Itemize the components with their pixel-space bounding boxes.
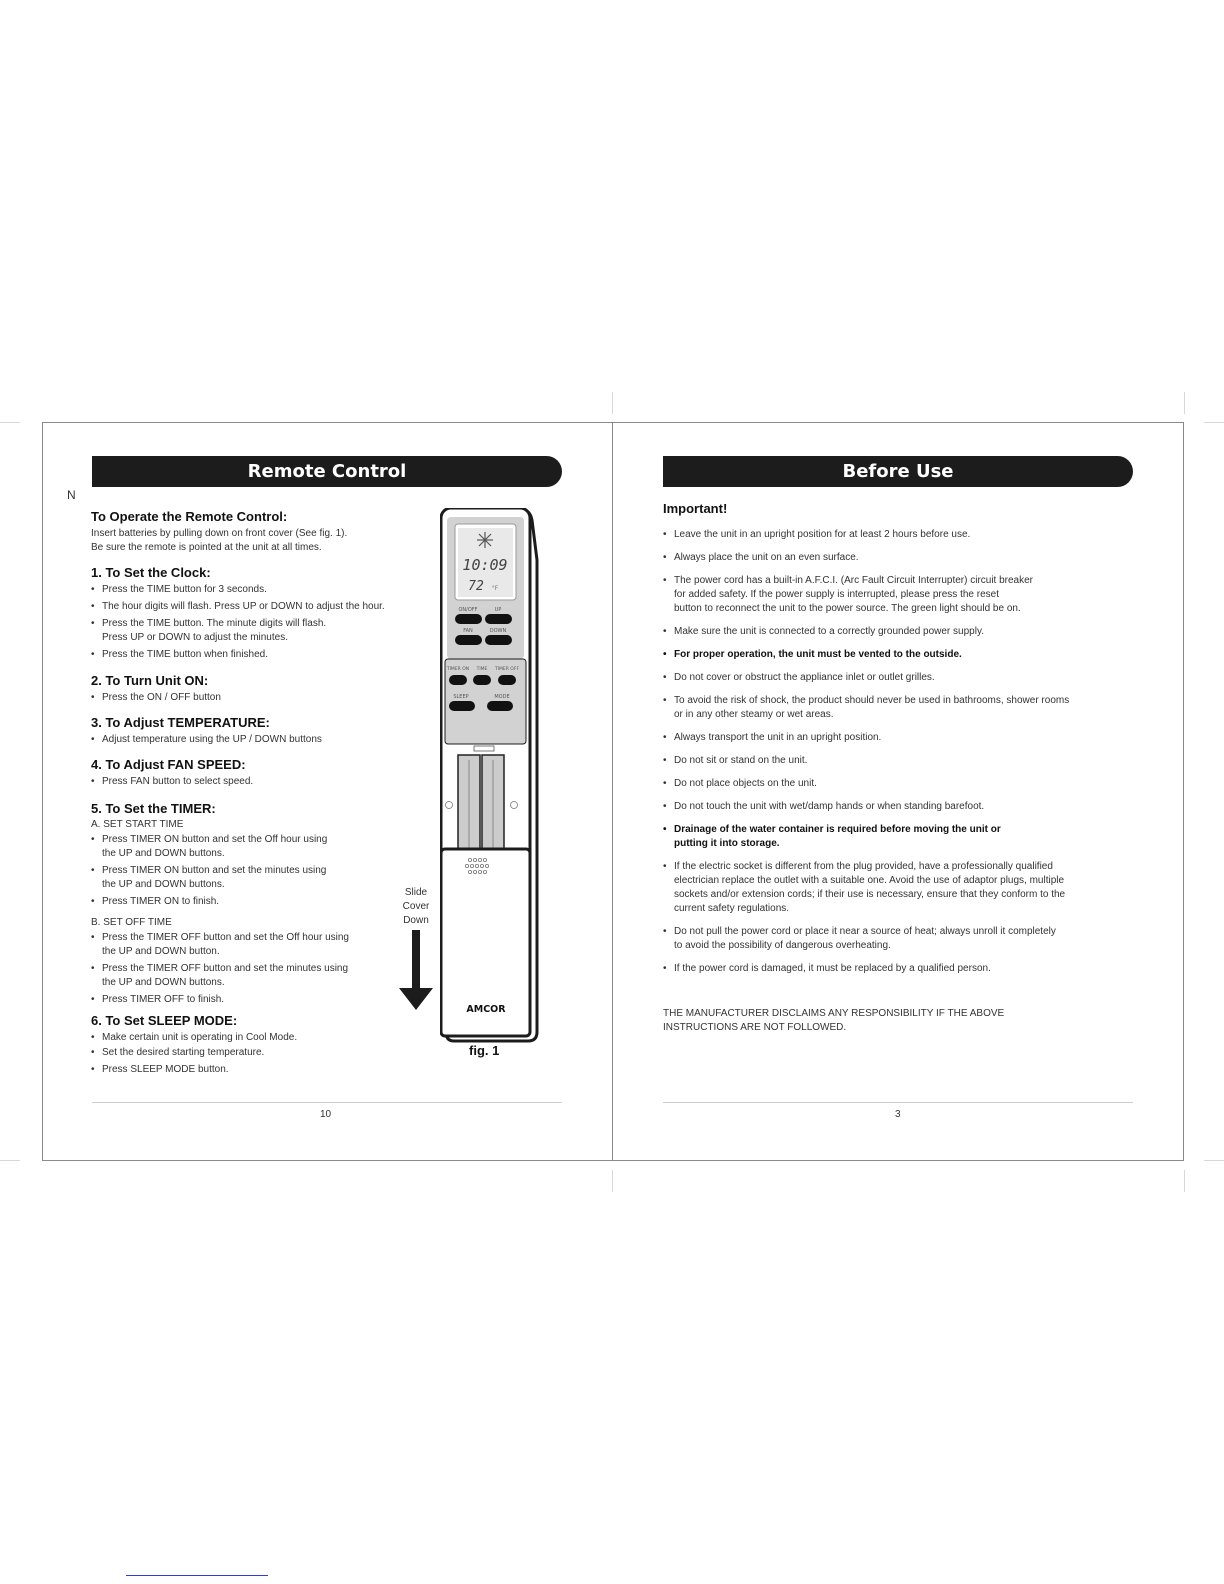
- before-use-list: [663, 528, 1113, 985]
- list-item: [91, 833, 381, 861]
- remote-fan-button: [455, 635, 482, 645]
- list-item-line: electrician replace the outlet with a suitable one. Avoid the use of adaptor plugs, multiple: [674, 875, 1065, 886]
- slide-cover-line: Cover: [402, 901, 430, 912]
- list-item: • Press the TIME button when finished.: [91, 648, 431, 662]
- list-item-line: Make sure the unit is connected to a correctly grounded power supply.: [674, 626, 984, 637]
- list-item: [663, 528, 1113, 542]
- remote-up-button: [485, 614, 512, 624]
- temperature-title: 3. To Adjust TEMPERATURE:: [91, 715, 270, 730]
- list-item: • The hour digits will flash. Press UP or DOWN to adjust the hour.: [91, 600, 431, 614]
- list-item: [663, 694, 1113, 722]
- list-item-line: Do not sit or stand on the unit.: [674, 755, 808, 766]
- remote-timer-off-button: [498, 675, 516, 685]
- crop-mark: [1204, 422, 1224, 423]
- list-item-line: If the electric socket is different from the plug provided, have a professionally qualified: [674, 861, 1053, 872]
- remote-label-up: UP: [494, 607, 502, 613]
- margin-letter: N: [67, 488, 76, 502]
- list-item-line: Press TIMER ON button and set the Off hour using: [102, 834, 328, 845]
- slide-cover-line: Down: [403, 915, 429, 926]
- crop-mark: [1184, 1170, 1185, 1192]
- page-number-right: 3: [895, 1109, 901, 1120]
- list-item-line: Drainage of the water container is required before moving the unit or: [674, 824, 1001, 835]
- figure-caption: fig. 1: [469, 1043, 500, 1058]
- bottom-link-underline: [126, 1575, 268, 1576]
- list-item-line: Do not cover or obstruct the appliance inlet or outlet grilles.: [674, 672, 935, 683]
- list-item: [663, 754, 1113, 768]
- list-item-line: the UP and DOWN buttons.: [102, 879, 225, 890]
- footer-rule: [663, 1102, 1133, 1103]
- disclaimer: [663, 1007, 1063, 1035]
- fan-speed-list: [91, 775, 391, 789]
- list-item: [663, 860, 1113, 916]
- list-item: • Press FAN button to select speed.: [91, 775, 391, 789]
- list-item: • Press SLEEP MODE button.: [91, 1063, 391, 1077]
- remote-label-down: DOWN: [489, 628, 507, 634]
- list-item-line: sockets and/or extension cords; if their use is necessary, ensure that they conform to the: [674, 889, 1066, 900]
- operate-line-1: Insert batteries by pulling down on front cover (See fig. 1).: [91, 528, 348, 539]
- list-item: [663, 925, 1113, 953]
- list-item: [663, 823, 1113, 851]
- list-item-line: Press TIMER ON button and set the minutes using: [102, 865, 327, 876]
- list-item-line: the UP and DOWN button.: [102, 946, 220, 957]
- list-item: [663, 551, 1113, 565]
- sleep-mode-title: 6. To Set SLEEP MODE:: [91, 1013, 238, 1028]
- disclaimer-line: THE MANUFACTURER DISCLAIMS ANY RESPONSIBILITY IF THE ABOVE: [663, 1008, 1005, 1019]
- list-item-line: Do not pull the power cord or place it near a source of heat; always unroll it completely: [674, 926, 1056, 937]
- operate-title: To Operate the Remote Control:: [91, 509, 288, 524]
- timer-start-label: A. SET START TIME: [91, 819, 184, 830]
- sleep-mode-list: [91, 1031, 391, 1077]
- timer-title: 5. To Set the TIMER:: [91, 801, 216, 816]
- list-item: • Adjust temperature using the UP / DOWN buttons: [91, 733, 391, 747]
- list-item: [663, 574, 1113, 616]
- list-item-line: Press the TIME button. The minute digits will flash.: [102, 618, 327, 629]
- list-item-line: putting it into storage.: [674, 838, 780, 849]
- list-item: [663, 800, 1113, 814]
- list-item: • Make certain unit is operating in Cool Mode.: [91, 1031, 391, 1045]
- slide-cover-label: [396, 886, 436, 928]
- page-fold: [612, 422, 613, 1161]
- list-item-line: Press the TIMER OFF button and set the minutes using: [102, 963, 349, 974]
- turn-on-list: [91, 691, 391, 705]
- list-item-line: Always place the unit on an even surface.: [674, 552, 859, 563]
- crop-mark: [612, 1170, 613, 1192]
- remote-down-button: [485, 635, 512, 645]
- list-item: [663, 671, 1113, 685]
- page-number-left: 10: [320, 1109, 332, 1120]
- remote-label-timer-on: TIMER ON: [446, 667, 470, 672]
- list-item: • Press the TIME button for 3 seconds.: [91, 583, 431, 597]
- list-item-line: button to reconnect the unit to the power source. The green light should be on.: [674, 603, 1021, 614]
- down-arrow-icon: [399, 930, 433, 1010]
- remote-control-illustration: [440, 508, 540, 1044]
- list-item-line: Do not place objects on the unit.: [674, 778, 817, 789]
- list-item: • Set the desired starting temperature.: [91, 1046, 391, 1060]
- remote-label-time: TIME: [476, 667, 488, 672]
- remote-mode-button: [487, 701, 513, 711]
- remote-sleep-button: [449, 701, 475, 711]
- list-item: [663, 625, 1113, 639]
- list-item: [91, 931, 381, 959]
- list-item-line: Press TIMER OFF to finish.: [102, 994, 225, 1005]
- crop-mark: [612, 392, 613, 414]
- list-item-line: The power cord has a built-in A.F.C.I. (Arc Fault Circuit Interrupter) circuit breaker: [674, 575, 1034, 586]
- temperature-list: [91, 733, 391, 747]
- list-item: [91, 895, 381, 909]
- list-item-line: Do not touch the unit with wet/damp hands or when standing barefoot.: [674, 801, 985, 812]
- list-item: [91, 993, 381, 1007]
- timer-off-label: B. SET OFF TIME: [91, 917, 172, 928]
- remote-label-timer-off: TIMER OFF: [494, 667, 520, 672]
- list-item: [663, 962, 1113, 976]
- remote-label-sleep: SLEEP: [453, 694, 469, 700]
- remote-time-button: [473, 675, 491, 685]
- list-item: • Press the ON / OFF button: [91, 691, 391, 705]
- list-item-line: or in any other steamy or wet areas.: [674, 709, 834, 720]
- operate-line-2: Be sure the remote is pointed at the unit at all times.: [91, 542, 322, 553]
- list-item-line: For proper operation, the unit must be vented to the outside.: [674, 649, 962, 660]
- list-item-line: the UP and DOWN buttons.: [102, 977, 225, 988]
- list-item-line: for added safety. If the power supply is interrupted, please press the reset: [674, 589, 999, 600]
- list-item-line: Always transport the unit in an upright position.: [674, 732, 882, 743]
- fan-speed-title: 4. To Adjust FAN SPEED:: [91, 757, 246, 772]
- clock-title: 1. To Set the Clock:: [91, 565, 211, 580]
- footer-rule: [92, 1102, 562, 1103]
- list-item: [91, 617, 431, 645]
- slide-cover-line: Slide: [404, 887, 428, 898]
- crop-mark: [1204, 1160, 1224, 1161]
- list-item-line: the UP and DOWN buttons.: [102, 848, 225, 859]
- list-item-line: to avoid the possibility of dangerous overheating.: [674, 940, 891, 951]
- list-item: [663, 731, 1113, 745]
- list-item-line: current safety regulations.: [674, 903, 790, 914]
- list-item: [91, 962, 381, 990]
- list-item-line: Press TIMER ON to finish.: [102, 896, 220, 907]
- list-item: [91, 864, 381, 892]
- important-heading: Important!: [663, 501, 728, 516]
- turn-on-title: 2. To Turn Unit ON:: [91, 673, 209, 688]
- section-banner-before-use: Before Use: [663, 456, 1133, 487]
- list-item-line: To avoid the risk of shock, the product should never be used in bathrooms, shower rooms: [674, 695, 1070, 706]
- remote-label-mode: MODE: [494, 694, 510, 700]
- crop-mark: [1184, 392, 1185, 414]
- list-item-line: Leave the unit in an upright position for at least 2 hours before use.: [674, 529, 971, 540]
- list-item-line: Press the TIMER OFF button and set the Off hour using: [102, 932, 349, 943]
- remote-brand-logo: AMCOR: [466, 1004, 506, 1015]
- remote-onoff-button: [455, 614, 482, 624]
- section-banner-remote-control: Remote Control: [92, 456, 562, 487]
- crop-mark: [0, 422, 20, 423]
- crop-mark: [0, 1160, 20, 1161]
- snowflake-icon: [477, 532, 493, 548]
- remote-lcd-unit: °F: [491, 585, 499, 592]
- list-item: [663, 648, 1113, 662]
- list-item-line: Press UP or DOWN to adjust the minutes.: [102, 632, 288, 643]
- disclaimer-line: INSTRUCTIONS ARE NOT FOLLOWED.: [663, 1022, 847, 1033]
- clock-list: [91, 583, 431, 662]
- remote-label-onoff: ON/OFF: [458, 607, 478, 613]
- list-item: [663, 777, 1113, 791]
- timer-off-list: [91, 931, 381, 1007]
- remote-lcd-temperature: 72: [468, 579, 484, 594]
- remote-lcd-time: 10:09: [462, 556, 508, 574]
- remote-timer-on-button: [449, 675, 467, 685]
- timer-start-list: [91, 833, 381, 909]
- list-item-line: If the power cord is damaged, it must be replaced by a qualified person.: [674, 963, 991, 974]
- remote-label-fan: FAN: [463, 628, 473, 634]
